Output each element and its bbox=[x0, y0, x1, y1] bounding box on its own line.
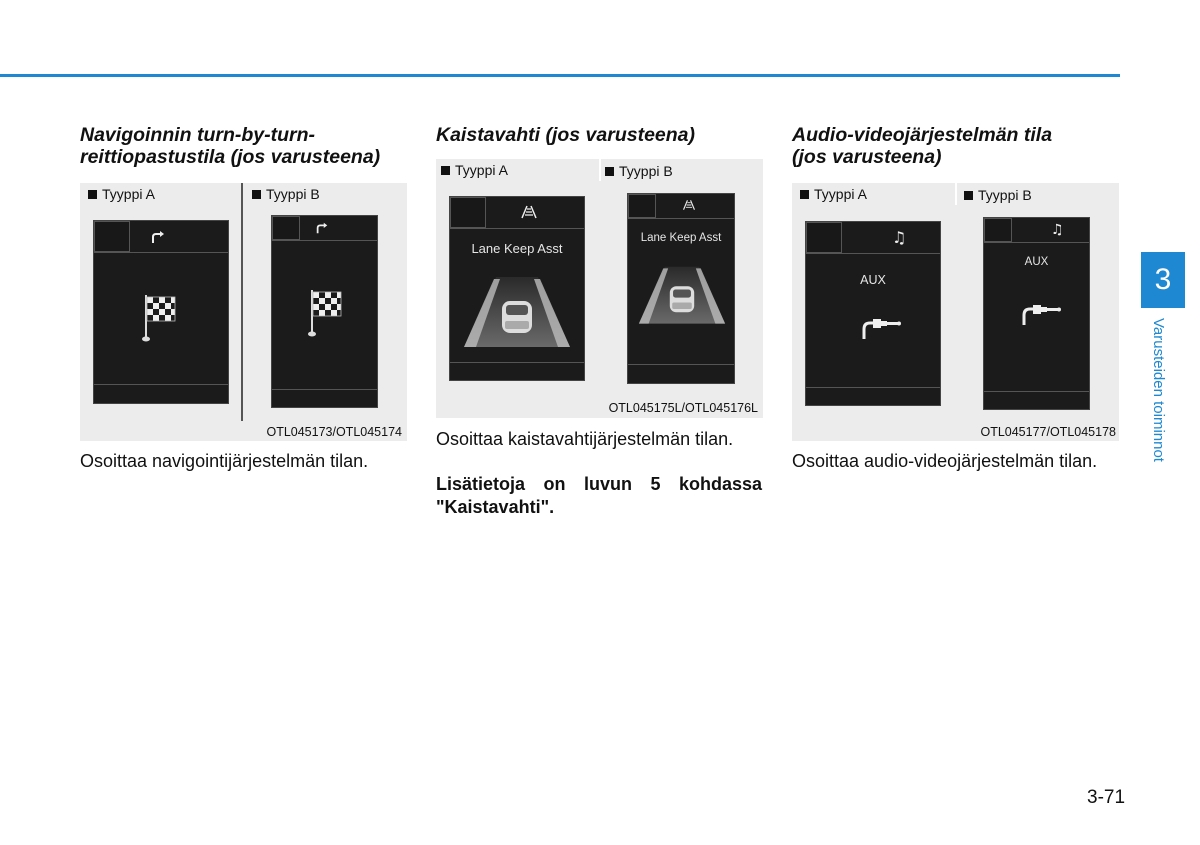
page-number: 3-71 bbox=[1087, 787, 1126, 808]
section-title: Navigoinnin turn-by-turn- reittiopastustila (jos varusteena) bbox=[80, 124, 381, 168]
chapter-number-tab: 3 bbox=[1141, 252, 1185, 308]
caption: Osoittaa kaistavahtijärjestelmän tilan. bbox=[436, 429, 734, 449]
display-screen-b bbox=[271, 215, 378, 408]
caption: Osoittaa navigointijärjestelmän tilan. bbox=[80, 451, 369, 471]
lane-icon bbox=[520, 205, 538, 219]
type-a-label: Tyyppi A bbox=[441, 162, 508, 178]
screen-text: Lane Keep Asst bbox=[471, 241, 563, 256]
display-screen-a bbox=[449, 196, 585, 381]
figure-code: OTL045173/OTL045174 bbox=[266, 425, 402, 439]
chapter-title: Varusteiden toiminnot bbox=[1150, 318, 1167, 462]
header-rule bbox=[0, 74, 1120, 77]
music-note-icon: ♫ bbox=[1051, 222, 1064, 238]
music-note-icon: ♫ bbox=[892, 228, 907, 247]
figure-divider bbox=[241, 183, 243, 421]
car-on-road-icon bbox=[634, 264, 730, 328]
lane-icon bbox=[682, 199, 696, 211]
display-screen-a bbox=[805, 221, 941, 406]
display-screen-a bbox=[93, 220, 229, 404]
figure-navigation bbox=[80, 183, 407, 441]
caption: Osoittaa audio-videojärjestelmän tilan. bbox=[792, 451, 1098, 471]
car-on-road-icon bbox=[458, 277, 576, 349]
screen-text: Lane Keep Asst bbox=[640, 232, 722, 244]
column-lane-keep bbox=[436, 124, 766, 146]
aux-jack-icon bbox=[854, 317, 904, 343]
column-audio bbox=[792, 124, 1122, 168]
screen-text: AUX bbox=[860, 273, 886, 287]
section-title: Kaistavahti (jos varusteena) bbox=[436, 124, 696, 146]
checkered-flag-icon bbox=[308, 288, 344, 338]
display-screen-b bbox=[983, 217, 1090, 410]
turn-right-arrow-icon bbox=[315, 221, 329, 235]
type-b-label: Tyyppi B bbox=[605, 163, 673, 179]
type-a-label: Tyyppi A bbox=[800, 186, 867, 202]
display-screen-b bbox=[627, 193, 735, 384]
aux-jack-icon bbox=[1014, 303, 1064, 329]
figure-audio bbox=[792, 183, 1119, 441]
figure-lane-keep bbox=[436, 159, 763, 418]
note-text: Lisätietoja on luvun 5 kohdassa "Kaistavahti". bbox=[436, 474, 762, 517]
screen-text: AUX bbox=[1024, 256, 1049, 268]
section-title: Audio-videojärjestelmän tila (jos varusteena) bbox=[792, 124, 1053, 168]
figure-code: OTL045177/OTL045178 bbox=[980, 425, 1116, 439]
figure-code: OTL045175L/OTL045176L bbox=[608, 401, 758, 415]
checkered-flag-icon bbox=[142, 293, 178, 343]
column-navigation bbox=[80, 124, 410, 168]
type-b-label: Tyyppi B bbox=[964, 187, 1032, 203]
type-a-label: Tyyppi A bbox=[88, 186, 155, 202]
type-b-label: Tyyppi B bbox=[252, 186, 320, 202]
turn-right-arrow-icon bbox=[150, 229, 166, 245]
